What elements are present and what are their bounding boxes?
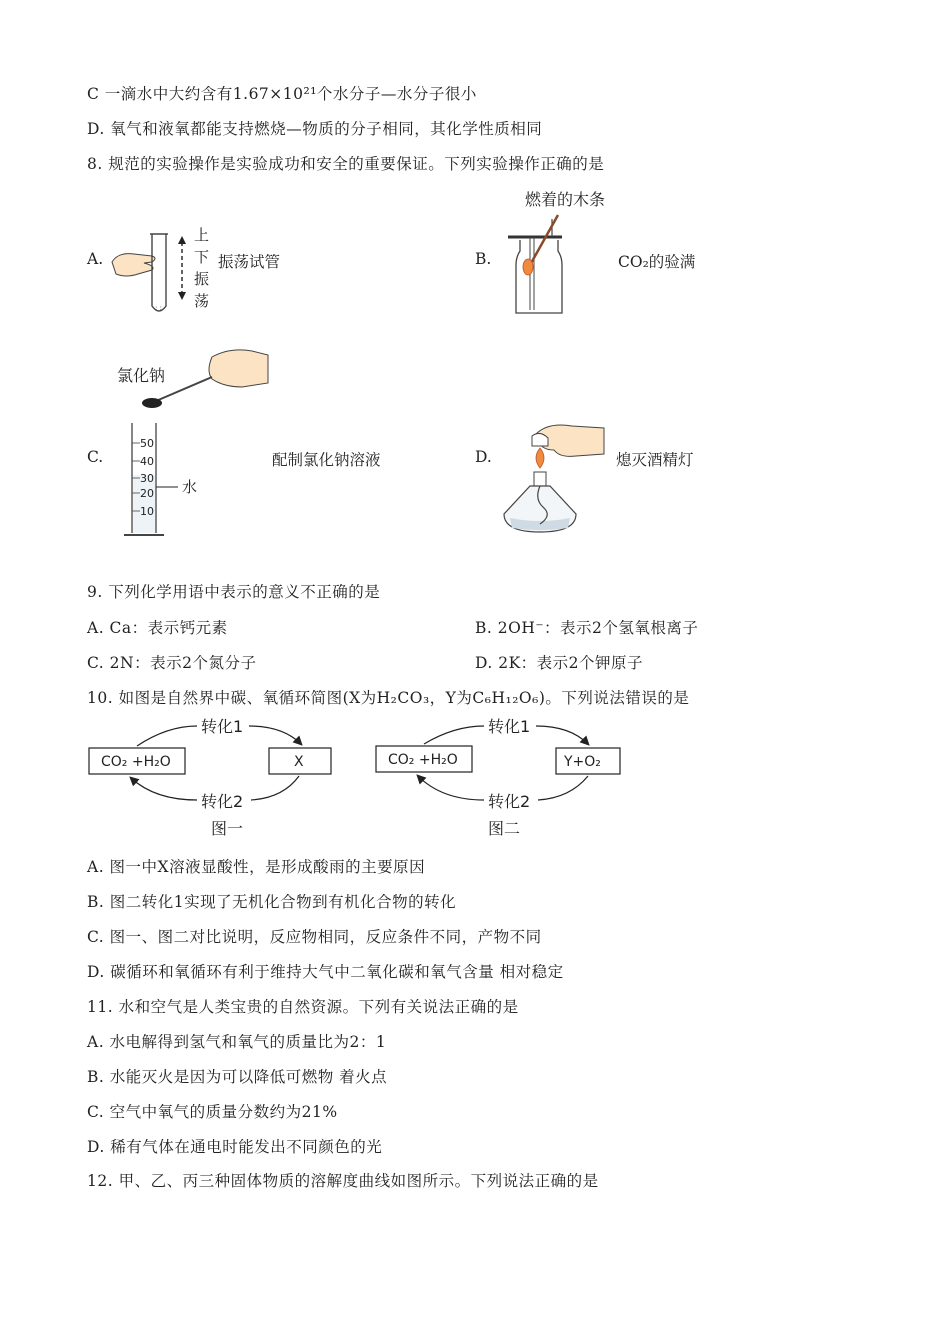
q8-stem: 8. 规范的实验操作是实验成功和安全的重要保证。下列实验操作正确的是 bbox=[87, 155, 605, 173]
q8-b-label-splint: 燃着的木条 bbox=[525, 190, 606, 209]
q10-fig2-top-label: 转化1 bbox=[488, 717, 531, 736]
q8-option-a-caption: 振荡试管 bbox=[218, 253, 281, 271]
q11-option-b: B. 水能灭火是因为可以降低可燃物 着火点 bbox=[87, 1068, 388, 1086]
q9-option-c: C. 2N：表示2个氮分子 bbox=[87, 654, 257, 672]
q10-stem: 10. 如图是自然界中碳、氧循环简图(X为H₂CO₃，Y为C₆H₁₂O₆)。下列说法错误的是 bbox=[87, 689, 690, 707]
q8-a-label-shake2: 荡 bbox=[194, 292, 210, 310]
q11-option-c: C. 空气中氧气的质量分数约为21% bbox=[87, 1103, 338, 1121]
q8-c-scale-30: 30 bbox=[140, 472, 154, 485]
q10-option-a: A. 图一中X溶液显酸性，是形成酸雨的主要原因 bbox=[87, 858, 426, 876]
q11-stem: 11. 水和空气是人类宝贵的自然资源。下列有关说法正确的是 bbox=[87, 998, 519, 1016]
q8-option-d-letter: D. bbox=[475, 448, 492, 466]
q11-option-a: A. 水电解得到氢气和氧气的质量比为2：1 bbox=[87, 1033, 387, 1051]
q10-fig2-bottom-label: 转化2 bbox=[488, 792, 531, 811]
q10-figure-1 bbox=[87, 712, 337, 842]
q10-fig2-left-box: CO₂ +H₂O bbox=[388, 752, 458, 768]
q10-option-c: C. 图一、图二对比说明，反应物相同，反应条件不同，产物不同 bbox=[87, 928, 542, 946]
svg-text:: :: : : bbox=[155, 304, 162, 312]
q10-fig1-caption: 图一 bbox=[211, 819, 244, 838]
q10-fig1-right-box: X bbox=[294, 754, 304, 770]
q8-c-label-nacl: 氯化钠 bbox=[117, 366, 166, 385]
q8-c-scale-50: 50 bbox=[140, 437, 154, 450]
q10-figure-2 bbox=[374, 712, 626, 842]
q8-option-b-caption: CO₂的验满 bbox=[618, 253, 696, 271]
q9-option-d: D. 2K：表示2个钾原子 bbox=[475, 654, 644, 672]
q10-fig2-right-box: Y+O₂ bbox=[564, 754, 601, 770]
q8-figure-d bbox=[500, 420, 612, 540]
q10-option-d: D. 碳循环和氧循环有利于维持大气中二氧化碳和氧气含量 相对稳定 bbox=[87, 963, 564, 981]
q12-stem: 12. 甲、乙、丙三种固体物质的溶解度曲线如图所示。下列说法正确的是 bbox=[87, 1172, 599, 1190]
q10-fig1-bottom-label: 转化2 bbox=[201, 792, 244, 811]
q8-c-scale-20: 20 bbox=[140, 487, 154, 500]
q10-fig1-left-box: CO₂ +H₂O bbox=[101, 754, 171, 770]
q10-fig1-top-label: 转化1 bbox=[201, 717, 244, 736]
q8-a-label-up: 上 bbox=[194, 226, 210, 244]
q8-option-b-letter: B. bbox=[475, 250, 492, 268]
q8-option-c-letter: C. bbox=[87, 448, 104, 466]
q8-figure-c bbox=[112, 345, 272, 540]
q10-option-b: B. 图二转化1实现了无机化合物到有机化合物的转化 bbox=[87, 893, 457, 911]
q8-figure-a bbox=[108, 222, 218, 322]
q8-option-c-caption: 配制氯化钠溶液 bbox=[272, 451, 381, 469]
q7-option-d: D. 氧气和液氧都能支持燃烧—物质的分子相同，其化学性质相同 bbox=[87, 120, 543, 138]
q10-fig2-caption: 图二 bbox=[488, 819, 521, 838]
q9-option-a: A. Ca：表示钙元素 bbox=[87, 619, 228, 637]
q8-a-label-down: 下 bbox=[194, 248, 210, 266]
q11-option-d: D. 稀有气体在通电时能发出不同颜色的光 bbox=[87, 1138, 383, 1156]
q8-c-scale-10: 10 bbox=[140, 505, 154, 518]
q8-option-d-caption: 熄灭酒精灯 bbox=[616, 451, 694, 469]
q9-stem: 9. 下列化学用语中表示的意义不正确的是 bbox=[87, 583, 381, 601]
q9-option-b: B. 2OH⁻：表示2个氢氧根离子 bbox=[475, 619, 699, 637]
q8-a-label-shake1: 振 bbox=[194, 270, 210, 288]
q8-c-scale-40: 40 bbox=[140, 455, 154, 468]
q8-c-label-water: 水 bbox=[182, 478, 198, 496]
q8-option-a-letter: A. bbox=[87, 250, 104, 268]
q8-figure-b bbox=[500, 185, 620, 320]
q7-option-c: C 一滴水中大约含有1.67×10²¹个水分子—水分子很小 bbox=[87, 85, 477, 103]
